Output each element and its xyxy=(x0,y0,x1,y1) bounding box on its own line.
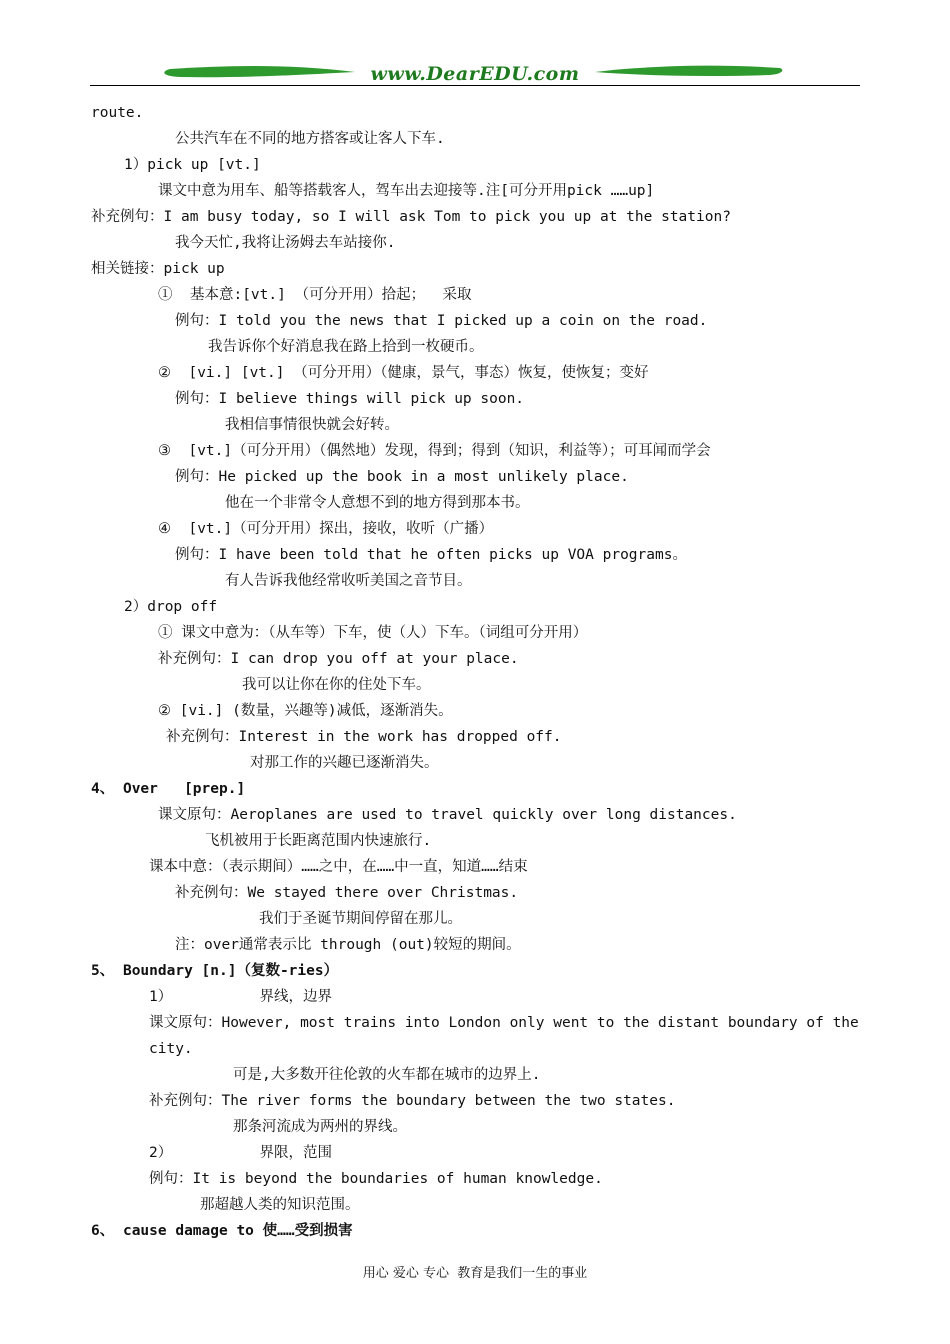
section-heading: 6、 cause damage to 使……受到损害 xyxy=(91,1223,353,1239)
text-line: 补充例句：The river forms the boundary between the two states. xyxy=(149,1093,676,1109)
text-line: ① 课文中意为：（从车等）下车，使（人）下车。（词组可分开用） xyxy=(158,625,588,641)
header-rule xyxy=(90,85,860,86)
text-line: 2）drop off xyxy=(124,599,218,615)
text-line: 课文原句：Aeroplanes are used to travel quickly over long distances. xyxy=(158,807,737,823)
text-line: 例句：I have been told that he often picks up VOA programs。 xyxy=(175,547,687,563)
text-line: 公共汽车在不同的地方搭客或让客人下车. xyxy=(175,131,445,147)
text-line: 我今天忙,我将让汤姆去车站接你. xyxy=(175,235,396,251)
text-line: 课文中意为用车、船等搭载客人，驾车出去迎接等.注[可分开用pick ……up] xyxy=(158,183,655,199)
text-line: 补充例句：I am busy today, so I will ask Tom to pick you up at the station? xyxy=(91,209,731,225)
page-footer: 用心 爱心 专心 教育是我们一生的事业 xyxy=(362,1266,588,1281)
text-line: 课文原句：However, most trains into London only went to the distant boundary of the xyxy=(149,1015,859,1031)
page-header xyxy=(90,60,860,90)
text-line: 我可以让你在你的住处下车。 xyxy=(242,677,431,693)
text-line: 那超越人类的知识范围。 xyxy=(200,1197,360,1213)
text-line: 相关链接：pick up xyxy=(91,261,225,277)
text-line: 例句：He picked up the book in a most unlikely place. xyxy=(175,469,629,485)
text-line: 飞机被用于长距离范围内快速旅行. xyxy=(205,833,432,849)
text-line: ④ [vt.]（可分开用）探出，接收，收听（广播） xyxy=(158,521,494,537)
site-logo-text: www.DearEDU.com xyxy=(370,63,580,85)
text-line: 课本中意：（表示期间）……之中，在……中一直，知道……结束 xyxy=(149,859,528,875)
text-line: city. xyxy=(149,1041,193,1057)
text-line: 例句：It is beyond the boundaries of human knowledge. xyxy=(149,1171,603,1187)
text-line: ③ [vt.]（可分开用）（偶然地）发现，得到；得到（知识，利益等）；可耳闻而学会 xyxy=(158,443,711,459)
text-line: 例句：I believe things will pick up soon. xyxy=(175,391,525,407)
text-line: 他在一个非常令人意想不到的地方得到那本书。 xyxy=(225,495,530,511)
text-line: 注：over通常表示比 through (out)较短的期间。 xyxy=(175,937,521,953)
section-heading: 4、 Over [prep.] xyxy=(91,781,246,797)
text-line: 那条河流成为两州的界线。 xyxy=(233,1119,407,1135)
text-line: 我相信事情很快就会好转。 xyxy=(225,417,399,433)
text-line: 1）pick up [vt.] xyxy=(124,157,261,173)
text-line: 2） 界限，范围 xyxy=(149,1145,333,1161)
text-line: 例句：I told you the news that I picked up a coin on the road. xyxy=(175,313,708,329)
text-line: 补充例句：I can drop you off at your place. xyxy=(158,651,519,667)
text-line: 补充例句：We stayed there over Christmas. xyxy=(175,885,519,901)
text-line: 1） 界线，边界 xyxy=(149,989,333,1005)
text-line: 有人告诉我他经常收听美国之音节目。 xyxy=(225,573,472,589)
text-line: 我告诉你个好消息我在路上拾到一枚硬币。 xyxy=(208,339,484,355)
text-line: 补充例句：Interest in the work has dropped off. xyxy=(166,729,562,745)
section-heading: 5、 Boundary [n.]（复数-ries） xyxy=(91,963,339,979)
text-line: ② [vi.] [vt.] （可分开用）（健康，景气，事态）恢复，使恢复；变好 xyxy=(158,365,649,381)
text-line: 可是,大多数开往伦敦的火车都在城市的边界上. xyxy=(233,1067,541,1083)
text-line: route. xyxy=(91,105,144,121)
text-line: ② [vi.] (数量，兴趣等)减低，逐渐消失。 xyxy=(158,703,453,719)
text-line: ① 基本意:[vt.] （可分开用）拾起； 采取 xyxy=(158,287,472,303)
text-line: 我们于圣诞节期间停留在那儿。 xyxy=(259,911,462,927)
text-line: 对那工作的兴趣已逐渐消失。 xyxy=(250,755,439,771)
